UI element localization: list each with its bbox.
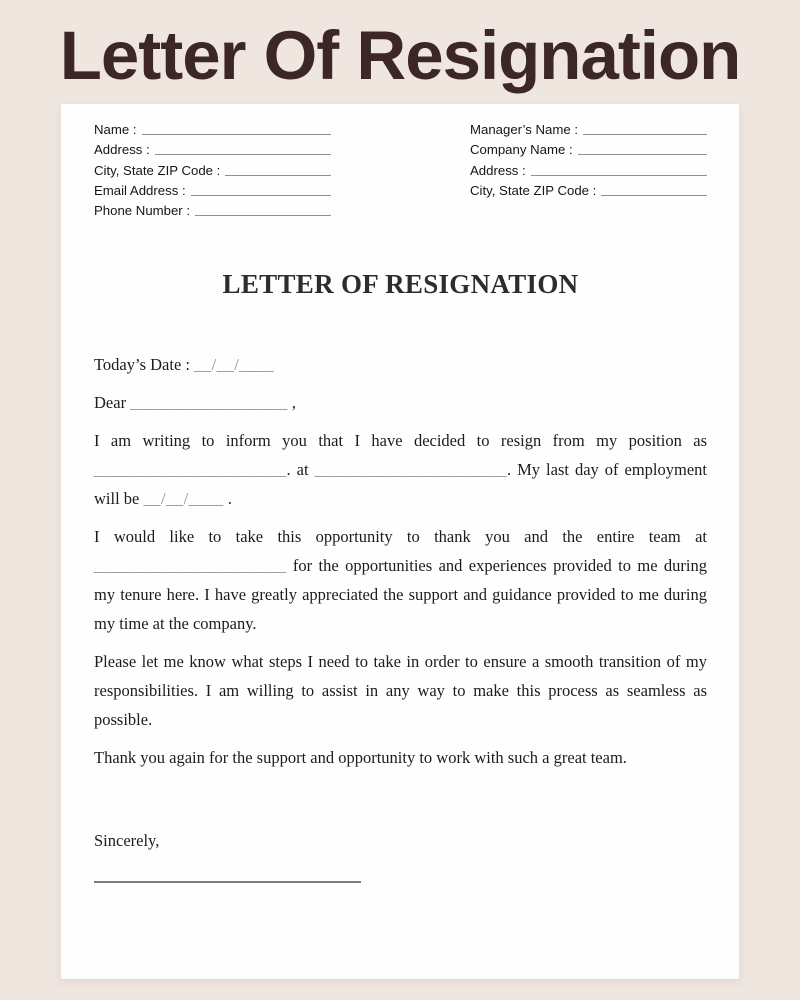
paragraph-text: .: [223, 488, 232, 508]
signature-line: [94, 881, 361, 883]
contact-header: [94, 118, 707, 219]
last-day-date-blank: __/__/____: [143, 488, 224, 508]
field-manager-name: [470, 118, 707, 138]
blank-line: [225, 175, 331, 176]
field-label: Manager’s Name :: [470, 122, 578, 138]
field-label: Phone Number :: [94, 202, 191, 218]
paragraph-3: Please let me know what steps I need to take in order to ensure a smooth transition of my responsibilities. I am willing to assist in any way to make this process as seamless as possible.: [94, 651, 707, 729]
salutation-label: Dear: [94, 392, 131, 412]
paragraph-4: Thank you again for the support and opportunity to work with such a great team.: [94, 747, 627, 767]
paragraph-1: [94, 426, 707, 513]
paragraph-text: . at: [286, 459, 315, 479]
letter-document: [61, 104, 739, 979]
date-line: [94, 350, 707, 379]
paragraph-text: I would like to take this opportunity to thank you and the entire team at: [94, 526, 707, 546]
field-label: Email Address :: [94, 182, 186, 198]
paragraph-text: . My last day of employment will be: [94, 459, 707, 508]
field-company-address: [470, 158, 707, 178]
letter-heading: LETTER OF RESIGNATION: [222, 268, 579, 299]
field-label: Name :: [94, 122, 137, 138]
blank-line: [155, 154, 331, 155]
blank-line: [578, 154, 707, 155]
salutation-line: [94, 388, 707, 417]
closing: Sincerely,: [94, 830, 160, 850]
masthead: [0, 0, 800, 104]
date-label: Today’s Date :: [94, 354, 195, 374]
blank-line: [142, 134, 331, 135]
salutation-comma: ,: [287, 392, 296, 412]
field-address: [94, 138, 331, 158]
field-email-address: [94, 179, 331, 199]
team-blank: ______________________: [94, 555, 287, 575]
position-blank: ______________________: [94, 459, 287, 479]
paragraph-text: for the opportunities and experiences provided to me during my tenure here. I have greatly appreciated the support and guidance provided to me during my time at the company.: [94, 555, 707, 633]
field-company-name: [470, 138, 707, 158]
sender-block: [94, 118, 331, 219]
field-phone-number: [94, 199, 331, 219]
salutation-blank: __________________: [130, 392, 288, 412]
blank-line: [601, 195, 707, 196]
field-name: [94, 118, 331, 138]
paragraph-text: I am writing to inform you that I have decided to resign from my position as: [94, 430, 707, 450]
blank-line: [531, 175, 707, 176]
field-label: City, State ZIP Code :: [94, 162, 221, 178]
recipient-block: [470, 118, 707, 219]
field-label: Address :: [94, 142, 150, 158]
field-label: City, State ZIP Code :: [470, 182, 597, 198]
field-label: Company Name :: [470, 142, 573, 158]
field-city-state-zip: [94, 158, 331, 178]
page-title: Letter Of Resignation: [59, 16, 741, 94]
field-company-city-state-zip: [470, 179, 707, 199]
blank-line: [195, 215, 331, 216]
paragraph-2: [94, 522, 707, 638]
date-blank: __/__/____: [194, 354, 275, 374]
company-blank: ______________________: [314, 459, 508, 479]
blank-line: [583, 134, 707, 135]
blank-line: [191, 195, 331, 196]
field-label: Address :: [470, 162, 526, 178]
